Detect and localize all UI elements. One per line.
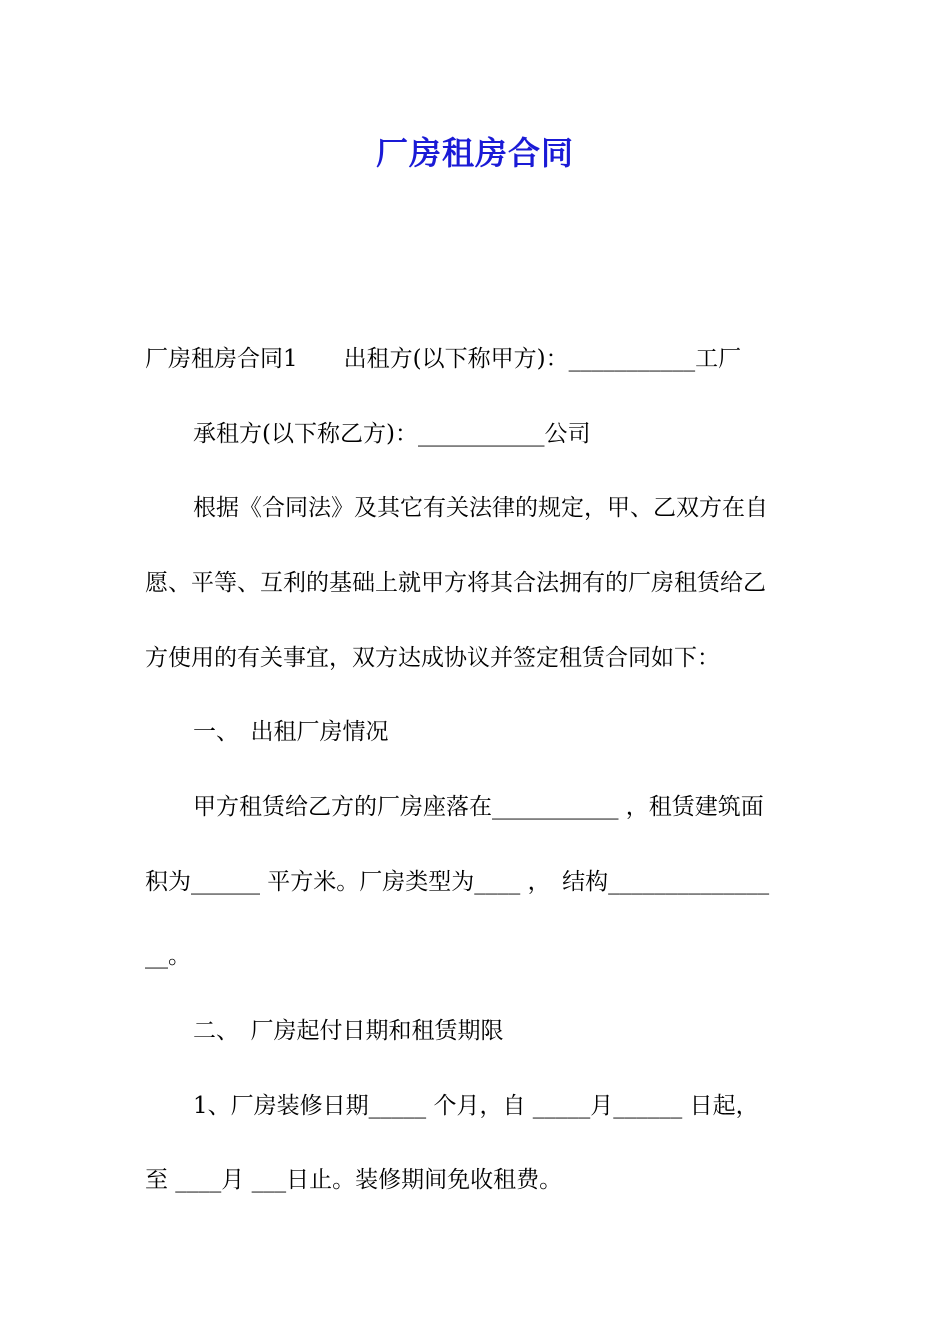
section-heading-2: 二、 厂房起付日期和租赁期限 — [193, 1018, 504, 1044]
clause-line-2: 积为______ 平方米。厂房类型为____ ， 结构______________ — [145, 869, 770, 895]
preamble-line-1: 根据《合同法》及其它有关法律的规定，甲、乙双方在自 — [193, 495, 768, 521]
document-title: 厂房租房合同 — [375, 134, 574, 172]
clause-line-5: 至 ____月 ___日止。装修期间免收租费。 — [145, 1167, 563, 1193]
preamble-line-2: 愿、平等、互利的基础上就甲方将其合法拥有的厂房租赁给乙 — [145, 570, 766, 596]
party-a-line: 厂房租房合同1 出租方(以下称甲方)：___________工厂 — [145, 346, 742, 372]
section-heading-1: 一、 出租厂房情况 — [193, 719, 389, 745]
clause-line-1: 甲方租赁给乙方的厂房座落在___________ ，租赁建筑面 — [193, 794, 764, 820]
preamble-line-3: 方使用的有关事宜，双方达成协议并签定租赁合同如下： — [145, 645, 720, 671]
clause-line-4: 1、厂房装修日期_____ 个月，自 _____月______ 日起， — [193, 1093, 759, 1119]
party-b-line: 承租方(以下称乙方)：___________公司 — [193, 421, 591, 447]
clause-line-3: __。 — [145, 943, 191, 969]
